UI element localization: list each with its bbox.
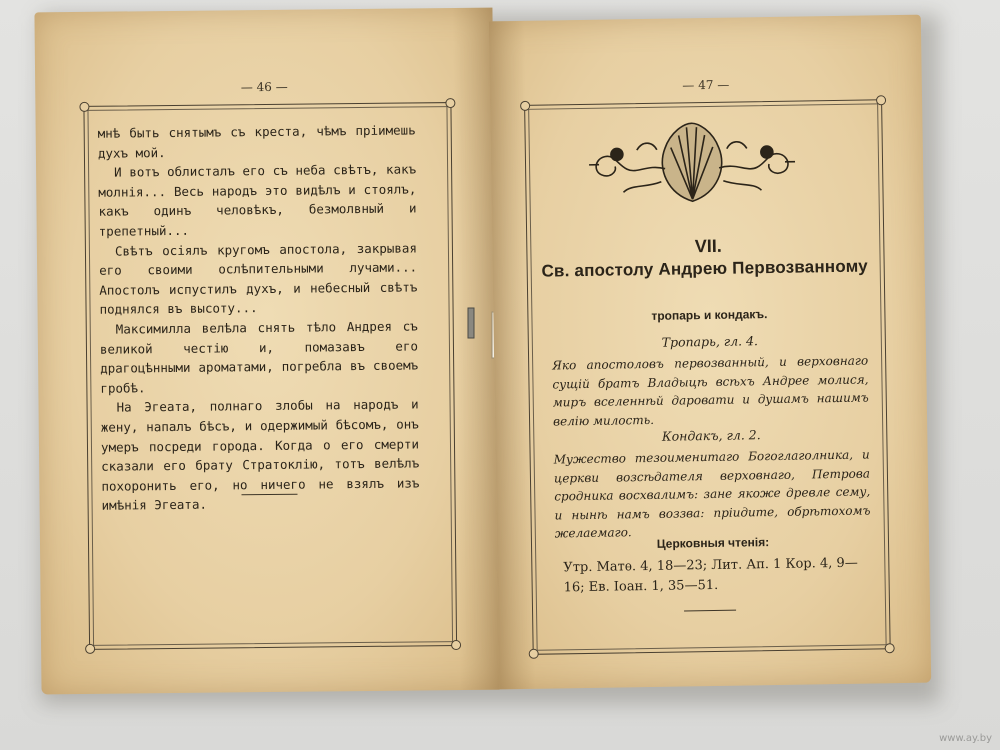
troparion-label: Тропарь, гл. 4. — [661, 333, 759, 350]
paragraph: И вотъ облисталъ его съ неба свѣтъ, какъ молнія... Весь народъ это видѣлъ и стоялъ, какъ одинъ человѣкъ, безмолвный и трепетный... — [98, 161, 417, 239]
frame-corner — [451, 640, 461, 650]
left-page-text — [98, 120, 420, 515]
section-number: VII. — [694, 235, 722, 257]
readings-text: Утр. Матѳ. 4, 18—23; Лит. Ап. 1 Кор. 4, 9—16; Ев. Іоан. 1, 35—51. — [563, 555, 858, 595]
frame-corner — [885, 643, 895, 653]
shell-ornament-icon — [586, 112, 797, 210]
kontakion-text: Мужество тезоименитаго Богоглаголника, и церкви возсѣдателя верховнаго, Петрова сродника восхвалимъ: зане якоже древле сему, и нынѣ намъ воззва: пріидите, обрѣтохомъ желаемаго. — [553, 447, 871, 541]
kontakion-label: Кондакъ, гл. 2. — [661, 427, 761, 444]
frame-corner — [529, 649, 539, 659]
left-page-number: — 46 — — [240, 79, 288, 95]
paragraph: Свѣтъ осіялъ кругомъ апостола, закрывая его своими ослѣпительными лучами... Апостолъ испустилъ духъ, и небесный свѣтъ поднялся въ высоту... — [99, 239, 418, 318]
right-page-number: — 47 — — [682, 77, 730, 93]
frame-corner — [876, 95, 886, 105]
right-page — [489, 15, 931, 690]
page-title: Св. апостолу Андрею Первозванному — [541, 256, 869, 281]
frame-corner — [79, 102, 89, 112]
watermark: www.ay.by — [939, 733, 992, 744]
paragraph: мнѣ быть снятымъ съ креста, чѣмъ пріимешь духъ мой. — [97, 122, 416, 161]
troparion-text: Яко апостоловъ первозванный, и верховнаго сущій братъ Владыцѣ всѣхъ Андрее молися, миръ вселеннѣй даровати и душамъ нашимъ велію милость. — [552, 353, 869, 429]
frame-corner — [520, 101, 530, 111]
frame-corner — [445, 98, 455, 108]
frame-corner — [85, 644, 95, 654]
paragraph: Максимилла велѣла снять тѣло Андрея съ великой честію и, помазавъ его драгоцѣнными ароматами, погребла въ своемъ гробѣ. — [99, 318, 419, 396]
page-subtitle: тропарь и кондакъ. — [651, 307, 768, 323]
paragraph: На Эгеата, полнаго злобы на народъ и жену, напалъ бѣсъ, и одержимый бѣсомъ, онъ умеръ посреди города. Когда о его смерти сказали его брату Стратоклію, тотъ велѣлъ похоронить его, но ничего не взялъ изъ имѣнія Эгеата. — [100, 396, 420, 514]
readings-label: Церковныя чтенія: — [656, 535, 770, 551]
left-page — [34, 8, 499, 695]
